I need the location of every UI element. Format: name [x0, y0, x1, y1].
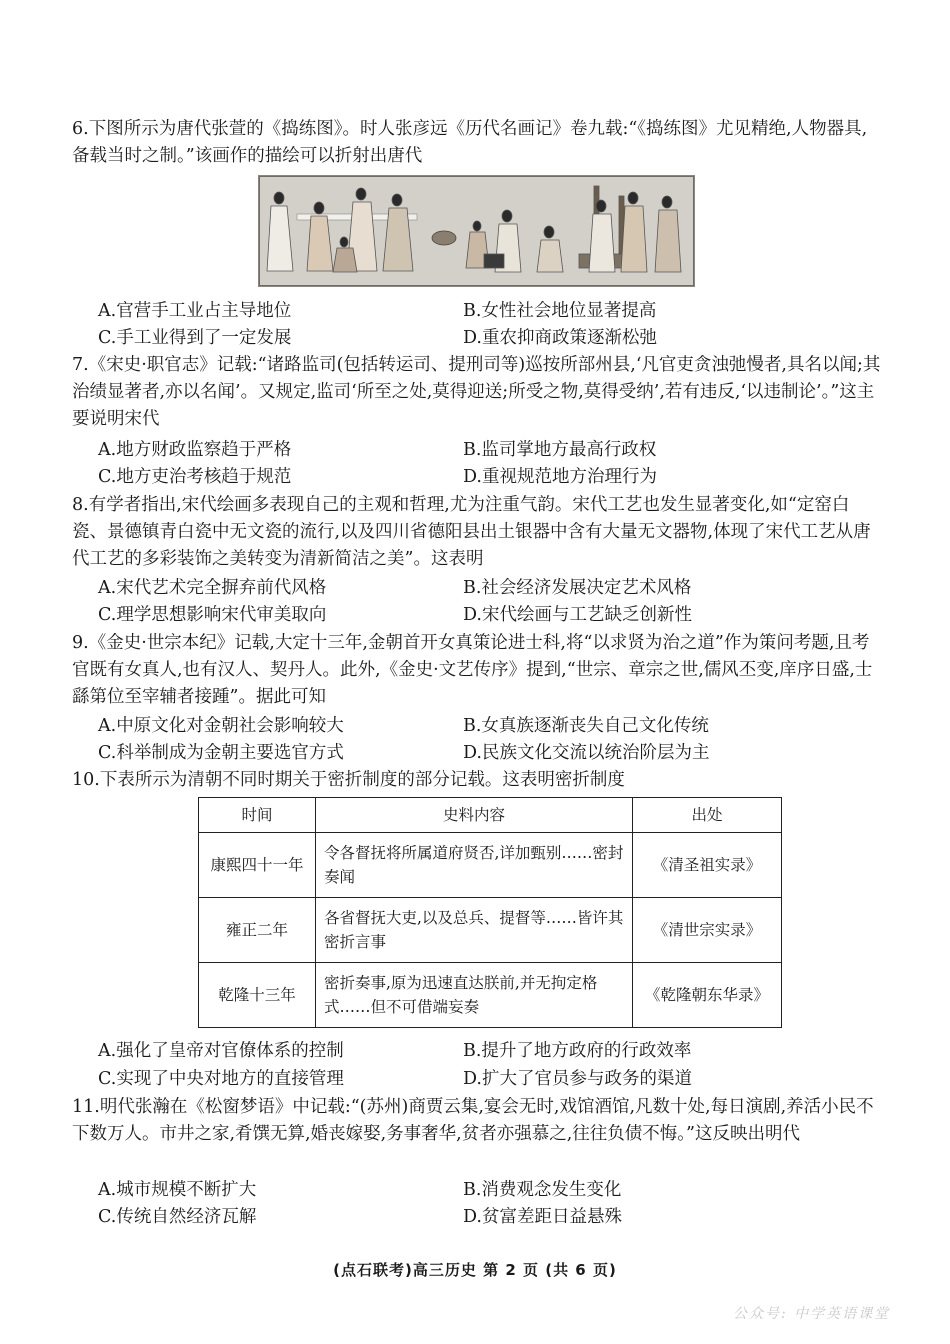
question-7-option-c: C.地方吏治考核趋于规范	[98, 467, 292, 487]
question-9-option-b: B.女真族逐渐丧失自己文化传统	[463, 716, 709, 736]
table-cell-source: 《清世宗实录》	[633, 898, 782, 963]
question-6-option-d: D.重农抑商政策逐渐松弛	[463, 328, 657, 348]
question-7-option-d: D.重视规范地方治理行为	[463, 467, 657, 487]
question-8-stem: 8.有学者指出,宋代绘画多表现自己的主观和哲理,尤为注重气韵。宋代工艺也发生显著变化,如“定窑白瓷、景德镇青白瓷中无文瓷的流行,以及四川省德阳县出土银器中含有大量无文器物,体现了宋代工艺从唐代工艺的多彩装饰之美转变为清新简洁之美”。这表明	[72, 495, 871, 569]
question-11-option-a: A.城市规模不断扩大	[98, 1180, 257, 1200]
question-8-option-c: C.理学思想影响宋代审美取向	[98, 605, 327, 625]
table-row	[199, 898, 782, 963]
table-cell-time: 乾隆十三年	[199, 963, 316, 1028]
table-header-row	[199, 798, 782, 833]
question-9-option-d: D.民族文化交流以统治阶层为主	[463, 743, 710, 763]
table-row	[199, 833, 782, 898]
table-cell-content: 令各督抚将所属道府贤否,详加甄别……密封奏闻	[316, 833, 633, 898]
question-9-option-a: A.中原文化对金朝社会影响较大	[98, 716, 344, 736]
daolian-painting-image	[258, 175, 695, 287]
question-6-stem: 6.下图所示为唐代张萱的《捣练图》。时人张彦远《历代名画记》卷九载:“《捣练图》尤见精绝,人物器具,备载当时之制。”该画作的描绘可以折射出唐代	[72, 119, 868, 166]
question-6-option-a: A.官营手工业占主导地位	[98, 301, 292, 321]
question-8-option-d: D.宋代绘画与工艺缺乏创新性	[463, 605, 692, 625]
question-6-option-b: B.女性社会地位显著提高	[463, 301, 657, 321]
watermark: 公众号: 中学英语课堂	[733, 1306, 891, 1322]
question-11-option-b: B.消费观念发生变化	[463, 1180, 622, 1200]
table-cell-time: 康熙四十一年	[199, 833, 316, 898]
mizhe-records-table	[198, 797, 782, 1028]
table-cell-content: 各省督抚大吏,以及总兵、提督等……皆许其密折言事	[316, 898, 633, 963]
table-header-time: 时间	[199, 798, 316, 833]
table-header-source: 出处	[633, 798, 782, 833]
question-10-option-c: C.实现了中央对地方的直接管理	[98, 1069, 344, 1089]
table-header-content: 史料内容	[316, 798, 633, 833]
table-row	[199, 963, 782, 1028]
page-footer: (点石联考)高三历史 第 2 页 (共 6 页)	[333, 1261, 617, 1279]
question-11-stem: 11.明代张瀚在《松窗梦语》中记载:“(苏州)商贾云集,宴会无时,戏馆酒馆,凡数十处,每日演剧,养活小民不下数万人。市井之家,肴馔无算,婚丧嫁娶,务事奢华,贫者亦强慕之,往往负债不悔。”这反映出明代	[72, 1097, 874, 1144]
table-cell-time: 雍正二年	[199, 898, 316, 963]
question-6-option-c: C.手工业得到了一定发展	[98, 328, 292, 348]
question-7-option-a: A.地方财政监察趋于严格	[98, 440, 292, 460]
question-9-option-c: C.科举制成为金朝主要选官方式	[98, 743, 344, 763]
question-10-option-d: D.扩大了官员参与政务的渠道	[463, 1069, 692, 1089]
question-7-stem: 7.《宋史·职官志》记载:“诸路监司(包括转运司、提刑司等)巡按所部州县,‘凡官吏贪浊弛慢者,具名以闻;其治绩显著者,亦以名闻’。又规定,监司‘所至之处,莫得迎送;所受之物,莫得受纳’,若有违反,‘以违制论’。”这主要说明宋代	[72, 355, 881, 429]
question-10-option-b: B.提升了地方政府的行政效率	[463, 1041, 692, 1061]
question-8-option-a: A.宋代艺术完全摒弃前代风格	[98, 578, 327, 598]
question-10-option-a: A.强化了皇帝对官僚体系的控制	[98, 1041, 344, 1061]
table-cell-source: 《乾隆朝东华录》	[633, 963, 782, 1028]
question-9-stem: 9.《金史·世宗本纪》记载,大定十三年,金朝首开女真策论进士科,将“以求贤为治之道”作为策问考题,且考官既有女真人,也有汉人、契丹人。此外,《金史·文艺传序》提到,“世宗、章宗之世,儒风丕变,庠序日盛,士繇第位至宰辅者接踵”。据此可知	[72, 633, 873, 707]
question-11-option-d: D.贫富差距日益悬殊	[463, 1207, 622, 1227]
table-cell-content: 密折奏事,原为迅速直达朕前,并无拘定格式……但不可借端妄奏	[316, 963, 633, 1028]
question-11-option-c: C.传统自然经济瓦解	[98, 1207, 257, 1227]
table-cell-source: 《清圣祖实录》	[633, 833, 782, 898]
question-8-option-b: B.社会经济发展决定艺术风格	[463, 578, 692, 598]
question-7-option-b: B.监司掌地方最高行政权	[463, 440, 657, 460]
question-10-stem: 10.下表所示为清朝不同时期关于密折制度的部分记载。这表明密折制度	[72, 770, 625, 790]
